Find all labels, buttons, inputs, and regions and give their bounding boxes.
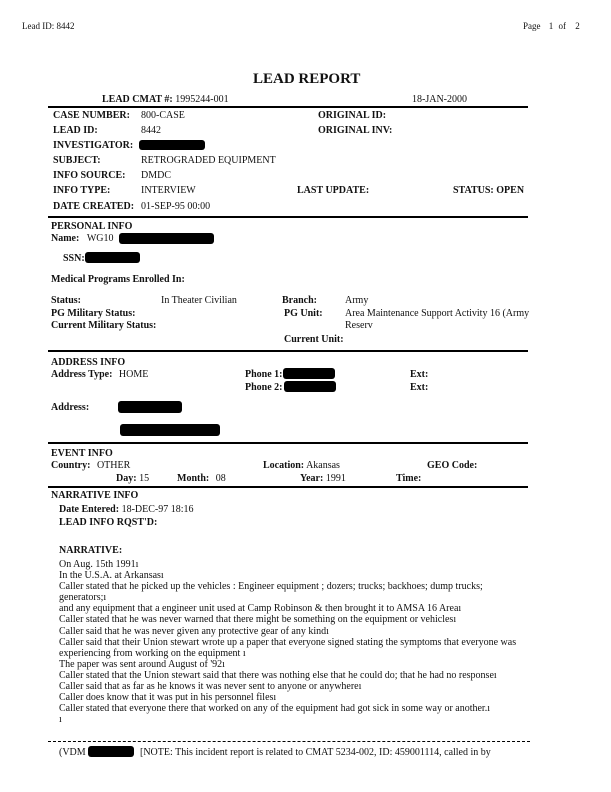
geo-code-label: GEO Code:: [427, 460, 478, 471]
narrative-section-title: NARRATIVE INFO: [51, 490, 139, 501]
footer-prefix: (VDM: [59, 747, 86, 758]
page-label: Page: [523, 21, 541, 31]
address-label: Address:: [51, 402, 90, 413]
pg-unit-value-1: Area Maintenance Support Activity 16 (Army: [345, 308, 530, 319]
date-created-label: DATE CREATED:: [53, 201, 135, 212]
month-label: Month:: [177, 473, 210, 484]
info-type-label: INFO TYPE:: [53, 185, 111, 196]
narrative-line: Caller stated that everyone there that worked on any of the equipment had got sick in some way or another.ı: [59, 703, 490, 715]
phone2-label: Phone 2:: [245, 382, 283, 393]
narrative-line: Caller said that he was never given any protective gear of any kindı: [59, 625, 329, 637]
pg-unit-label: PG Unit:: [284, 308, 323, 319]
narrative-line: Caller said that their Union stewart wrote up a paper that everyone signed stating the symptoms that everyone was: [59, 636, 517, 648]
medical-programs-label: Medical Programs Enrolled In:: [51, 274, 185, 285]
info-source-value: DMDC: [141, 170, 172, 181]
redaction-ssn: [85, 252, 140, 263]
day-value: 15: [139, 473, 150, 484]
ext1-label: Ext:: [410, 369, 429, 380]
divider-address: [48, 442, 528, 444]
status-field: [453, 185, 524, 196]
narrative-line: experiencing from working on the equipment ı: [59, 647, 246, 659]
status-label: STATUS:: [453, 185, 494, 196]
year-label: Year:: [300, 473, 324, 484]
address-type-value: HOME: [118, 369, 149, 380]
page-indicator: [523, 21, 580, 31]
report-date: 18-JAN-2000: [412, 94, 467, 105]
day-label: Day:: [116, 473, 137, 484]
lead-cmat-label: LEAD CMAT #:: [102, 94, 173, 105]
status-value: OPEN: [496, 185, 525, 196]
lead-cmat-value: 1995244-001: [175, 94, 229, 105]
location-label: Location:: [263, 460, 305, 471]
divider-personal: [48, 350, 528, 352]
subject-value: RETROGRADED EQUIPMENT: [141, 155, 276, 166]
branch-label: Branch:: [282, 295, 317, 306]
redaction-footer: [88, 746, 134, 757]
lead-id-label: LEAD ID:: [53, 125, 98, 136]
narrative-line: Caller said that as far as he knows it was never sent to anyone or anywhereı: [59, 681, 362, 693]
page-number: 1: [548, 21, 554, 31]
redaction-phone2: [284, 381, 336, 392]
redaction-phone1: [283, 368, 335, 379]
personal-section-title: PERSONAL INFO: [51, 221, 133, 232]
name-value: WG10: [86, 233, 114, 244]
investigator-label: INVESTIGATOR:: [53, 140, 134, 151]
country-label: Country:: [51, 460, 91, 471]
narrative-line: Caller does know that it was put in his personnel filesı: [59, 692, 277, 704]
narrative-label: NARRATIVE:: [59, 545, 123, 556]
redaction-investigator: [139, 140, 205, 150]
day-field: [116, 473, 149, 484]
year-field: [300, 473, 346, 484]
narrative-line: In the U.S.A. at Arkansası: [59, 570, 164, 582]
ext2-label: Ext:: [410, 382, 429, 393]
phone1-label: Phone 1:: [245, 369, 283, 380]
case-number-value: 800-CASE: [141, 110, 185, 121]
address-type-label: Address Type:: [51, 369, 113, 380]
narrative-line: and any equipment that a engineer unit used at Camp Robinson & then brought it to AMSA 16 Areaı: [59, 603, 462, 615]
month-value: 08: [215, 473, 226, 484]
narrative-line: Caller stated that he was never warned that there might be something on the equipment or vehiclesı: [59, 614, 457, 626]
country-value: OTHER: [96, 460, 131, 471]
current-military-status-label: Current Military Status:: [51, 320, 157, 331]
lead-id-header: Lead ID: 8442: [22, 21, 75, 31]
location-field: [263, 460, 340, 471]
address-section-title: ADDRESS INFO: [51, 357, 126, 368]
date-entered-field: [59, 504, 194, 515]
branch-value: Army: [345, 295, 369, 306]
narrative-line: Caller stated that the Union stewart said that there was nothing else that he could do; that he had no responseı: [59, 669, 497, 681]
ssn-label: SSN:: [63, 253, 85, 264]
pg-military-status-label: PG Military Status:: [51, 308, 136, 319]
date-entered-label: Date Entered:: [59, 504, 120, 515]
case-number-label: CASE NUMBER:: [53, 110, 130, 121]
date-created-value: 01-SEP-95 00:00: [141, 201, 211, 212]
footer-note: [NOTE: This incident report is related to CMAT 5234-002, ID: 459001114, called in by: [140, 747, 491, 758]
divider-event: [48, 486, 528, 488]
time-label: Time:: [396, 473, 422, 484]
narrative-line: On Aug. 15th 1991ı: [59, 559, 139, 570]
narrative-line: ı: [59, 714, 62, 726]
divider-top: [48, 106, 528, 108]
pg-unit-value-2: Reserv: [345, 320, 373, 331]
date-entered-value: 18-DEC-97 18:16: [121, 504, 194, 515]
subject-label: SUBJECT:: [53, 155, 101, 166]
narrative-line: The paper was sent around August of '92ı: [59, 658, 225, 670]
lead-info-rqst-label: LEAD INFO RQST'D:: [59, 517, 158, 528]
country-field: [51, 460, 130, 471]
lead-cmat: [102, 94, 229, 105]
page-total: 2: [575, 21, 580, 31]
narrative-line: generators;ı: [59, 592, 107, 604]
lead-id-value: 8442: [141, 125, 161, 136]
narrative-text: [59, 559, 529, 725]
original-id-label: ORIGINAL ID:: [318, 110, 387, 121]
narrative-line: Caller stated that he picked up the vehicles : Engineer equipment ; dozers; trucks; backhoes; dump trucks;: [59, 581, 483, 593]
dashed-separator: [48, 741, 530, 742]
current-unit-label: Current Unit:: [284, 334, 344, 345]
divider-case: [48, 216, 528, 218]
info-source-label: INFO SOURCE:: [53, 170, 126, 181]
redaction-address-1: [118, 401, 182, 413]
last-update-label: LAST UPDATE:: [297, 185, 370, 196]
location-value: Akansas: [306, 460, 340, 471]
month-field: [177, 473, 226, 484]
info-type-value: INTERVIEW: [141, 185, 196, 196]
status-personal-value: In Theater Civilian: [161, 295, 237, 306]
name-label: Name:: [51, 233, 80, 244]
redaction-name: [119, 233, 214, 244]
status-personal-label: Status:: [51, 295, 82, 306]
page-of: of: [558, 21, 566, 31]
name-field: [51, 233, 114, 244]
year-value: 1991: [325, 473, 346, 484]
report-title: LEAD REPORT: [253, 71, 361, 87]
original-inv-label: ORIGINAL INV:: [318, 125, 393, 136]
event-section-title: EVENT INFO: [51, 448, 113, 459]
address-type-field: [51, 369, 148, 380]
redaction-address-2: [120, 424, 220, 436]
